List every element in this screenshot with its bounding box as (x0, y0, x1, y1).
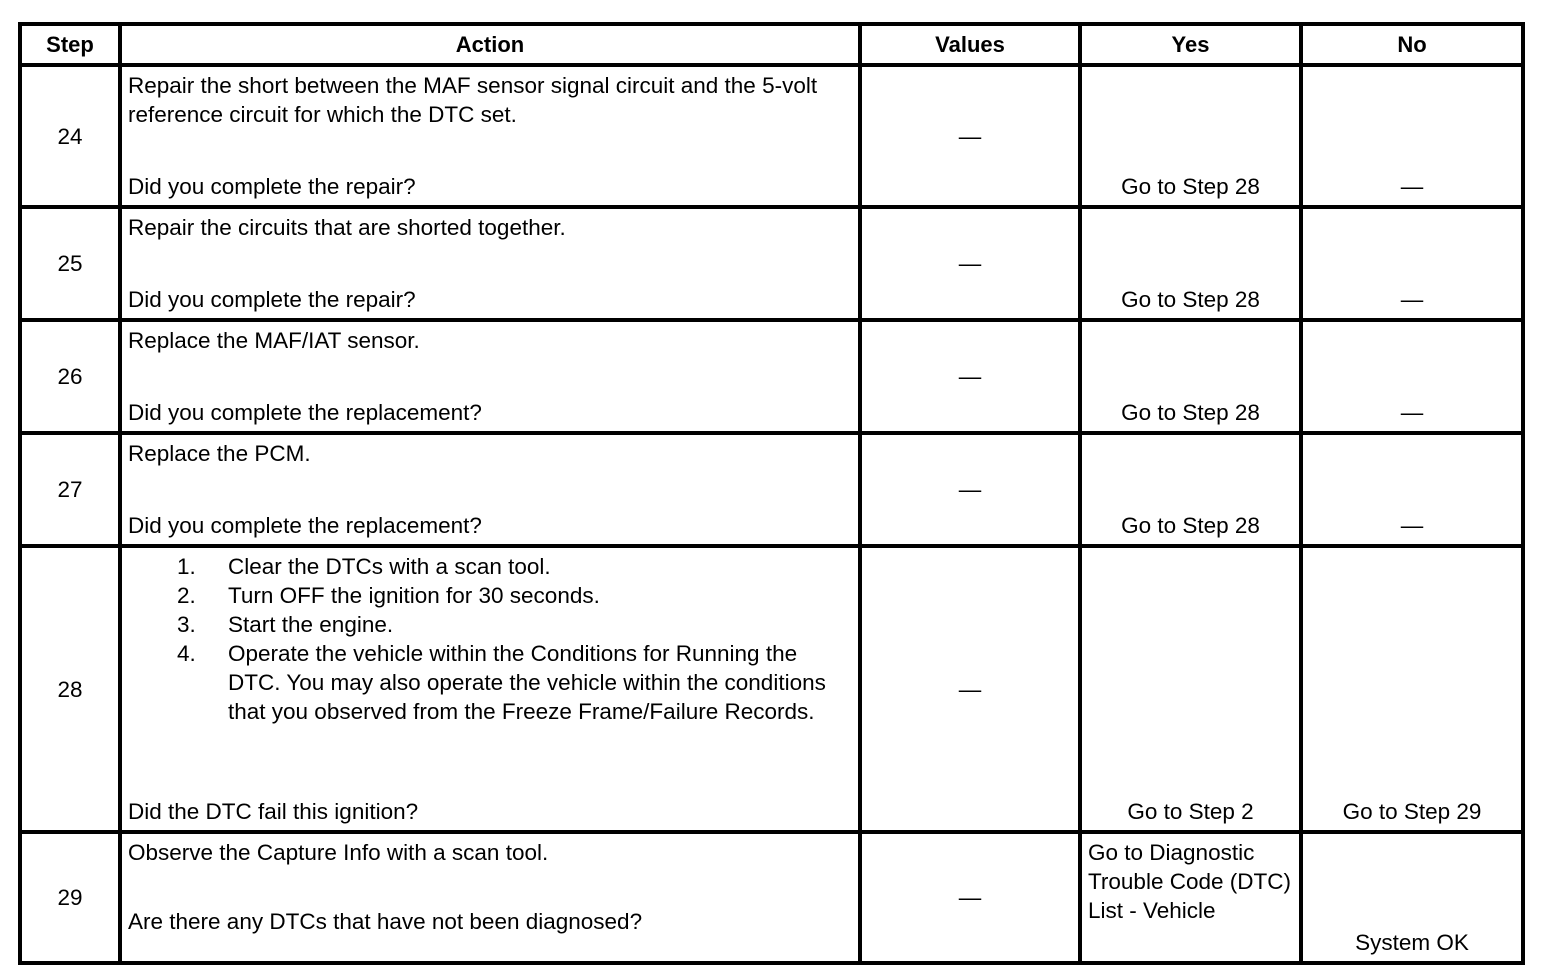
action-question: Did the DTC fail this ignition? (128, 799, 419, 824)
action-question: Did you complete the repair? (128, 287, 416, 312)
values-cell: — (860, 207, 1080, 320)
no-cell: — (1301, 207, 1523, 320)
values-cell: — (860, 433, 1080, 546)
step-number: 25 (20, 207, 120, 320)
step-number: 26 (20, 320, 120, 433)
action-cell (120, 832, 860, 963)
no-cell: — (1301, 320, 1523, 433)
diagnostic-table (18, 22, 1525, 965)
table-row (20, 832, 1523, 963)
step-number: 29 (20, 832, 120, 963)
values-cell: — (860, 832, 1080, 963)
action-text: Observe the Capture Info with a scan tool. (128, 840, 549, 865)
action-text: Repair the short between the MAF sensor signal circuit and the 5-volt reference circuit for which the DTC set. (128, 73, 818, 127)
yes-cell: Go to Step 2 (1080, 546, 1301, 832)
list-item-text: Clear the DTCs with a scan tool. (228, 554, 551, 579)
yes-cell: Go to Diagnostic Trouble Code (DTC) List - Vehicle (1080, 832, 1301, 963)
list-item (128, 581, 854, 610)
action-cell (120, 65, 860, 207)
list-item (128, 639, 854, 726)
no-cell: — (1301, 433, 1523, 546)
step-number: 27 (20, 433, 120, 546)
values-cell: — (860, 546, 1080, 832)
list-item-text: Start the engine. (228, 612, 394, 637)
table-row (20, 546, 1523, 832)
header-no: No (1301, 24, 1523, 65)
action-cell (120, 207, 860, 320)
action-cell (120, 433, 860, 546)
values-cell: — (860, 65, 1080, 207)
list-item-text: Operate the vehicle within the Conditions for Running the DTC. You may also operate the vehicle within the conditions that you observed from the Freeze Frame/Failure Records. (228, 641, 826, 724)
header-row (20, 24, 1523, 65)
list-item-number: 3. (177, 612, 196, 637)
yes-cell: Go to Step 28 (1080, 207, 1301, 320)
header-yes: Yes (1080, 24, 1301, 65)
action-cell (120, 320, 860, 433)
table-row (20, 65, 1523, 207)
action-question: Did you complete the replacement? (128, 513, 482, 538)
action-text: Replace the PCM. (128, 441, 311, 466)
action-text: Replace the MAF/IAT sensor. (128, 328, 420, 353)
step-number: 24 (20, 65, 120, 207)
no-cell: Go to Step 29 (1301, 546, 1523, 832)
table-row (20, 320, 1523, 433)
action-question: Did you complete the replacement? (128, 400, 482, 425)
yes-cell: Go to Step 28 (1080, 65, 1301, 207)
header-values: Values (860, 24, 1080, 65)
yes-cell: Go to Step 28 (1080, 433, 1301, 546)
yes-cell: Go to Step 28 (1080, 320, 1301, 433)
action-question: Are there any DTCs that have not been diagnosed? (128, 909, 643, 934)
action-text: Repair the circuits that are shorted together. (128, 215, 566, 240)
list-item-number: 4. (177, 641, 196, 666)
list-item-number: 1. (177, 554, 196, 579)
values-cell: — (860, 320, 1080, 433)
table-row (20, 433, 1523, 546)
list-item (128, 552, 854, 581)
list-item (128, 610, 854, 639)
step-number: 28 (20, 546, 120, 832)
action-steps-list (128, 552, 854, 726)
action-cell (120, 546, 860, 832)
header-step: Step (20, 24, 120, 65)
no-cell: System OK (1301, 832, 1523, 963)
no-cell: — (1301, 65, 1523, 207)
action-question: Did you complete the repair? (128, 174, 416, 199)
header-action: Action (120, 24, 860, 65)
table-row (20, 207, 1523, 320)
list-item-text: Turn OFF the ignition for 30 seconds. (228, 583, 600, 608)
list-item-number: 2. (177, 583, 196, 608)
